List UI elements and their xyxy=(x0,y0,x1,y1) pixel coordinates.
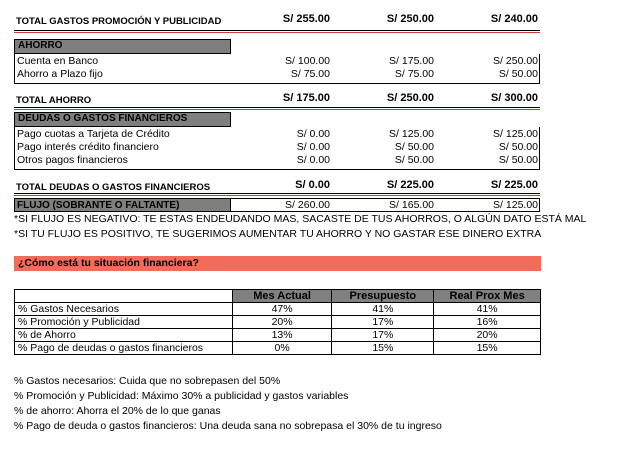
table-row xyxy=(15,342,541,355)
deudas-right-border xyxy=(539,127,540,169)
cell-presupuesto: 17% xyxy=(332,316,434,329)
ahorro-row-value-3: S/ 250.00 xyxy=(493,55,538,67)
row-label: % Gastos Necesarios xyxy=(15,303,233,316)
ahorro-header xyxy=(14,39,231,54)
ahorro-row-value-1: S/ 75.00 xyxy=(290,68,330,80)
flujo-value-1: S/ 260.00 xyxy=(285,199,330,211)
divider xyxy=(14,107,540,108)
table-row xyxy=(15,329,541,342)
deudas-row-value-3: S/ 50.00 xyxy=(498,141,538,153)
total-gastos-promo-value-2: S/ 250.00 xyxy=(386,13,434,25)
situacion-banner xyxy=(14,256,541,271)
total-deudas-label: TOTAL DEUDAS O GASTOS FINANCIEROS xyxy=(16,182,211,193)
total-deudas-value-2: S/ 225.00 xyxy=(386,179,434,191)
total-gastos-promo-value-1: S/ 255.00 xyxy=(282,13,330,25)
cell-real-prox-mes: 15% xyxy=(434,342,541,355)
red-divider xyxy=(14,109,540,110)
total-gastos-promo-value-3: S/ 240.00 xyxy=(490,13,538,25)
cell-presupuesto: 17% xyxy=(332,329,434,342)
cell-mes-actual: 13% xyxy=(232,329,332,342)
deudas-row-value-3: S/ 50.00 xyxy=(498,154,538,166)
column-header: Presupuesto xyxy=(332,290,434,303)
total-ahorro-value-2: S/ 250.00 xyxy=(386,92,434,104)
guide-line: % Gastos necesarios: Cuida que no sobrepasen del 50% xyxy=(14,375,281,387)
total-ahorro-value-3: S/ 300.00 xyxy=(490,92,538,104)
row-label: % Pago de deudas o gastos financieros xyxy=(15,342,233,355)
deudas-row-value-3: S/ 125.00 xyxy=(493,128,538,140)
situacion-title: ¿Cómo está tu situación financiera? xyxy=(18,257,199,269)
table-row xyxy=(15,316,541,329)
deudas-row-label: Pago cuotas a Tarjeta de Crédito xyxy=(17,128,170,140)
red-divider xyxy=(14,195,540,196)
red-divider xyxy=(14,32,540,33)
flujo-value-3: S/ 125.00 xyxy=(493,199,538,211)
guide-line: % Pago de deuda o gastos financieros: Una deuda sana no sobrepasa el 30% de tu ingreso xyxy=(14,420,442,432)
ahorro-left-border xyxy=(14,54,15,83)
ahorro-right-border xyxy=(539,54,540,83)
cell-real-prox-mes: 20% xyxy=(434,329,541,342)
deudas-row-label: Pago interés crédito financiero xyxy=(17,141,159,153)
cell-presupuesto: 41% xyxy=(332,303,434,316)
note-negative-flow: *SI FLUJO ES NEGATIVO: TE ESTAS ENDEUDANDO MAS, SACASTE DE TUS AHORROS, O ALGÚN DATO ESTÁ MAL xyxy=(14,213,587,225)
deudas-row-label: Otros pagos financieros xyxy=(17,154,128,166)
divider xyxy=(14,193,540,194)
deudas-row-value-1: S/ 0.00 xyxy=(296,141,330,153)
column-header: Real Prox Mes xyxy=(434,290,541,303)
deudas-header-label: DEUDAS O GASTOS FINANCIEROS xyxy=(18,113,188,124)
situacion-table xyxy=(14,289,541,355)
total-deudas-value-3: S/ 225.00 xyxy=(490,179,538,191)
row-label: % de Ahorro xyxy=(15,329,233,342)
table-header-row xyxy=(15,290,541,303)
ahorro-row-value-2: S/ 75.00 xyxy=(394,68,434,80)
ahorro-header-label: AHORRO xyxy=(18,40,63,51)
ahorro-row-value-1: S/ 100.00 xyxy=(285,55,330,67)
row-label: % Promoción y Publicidad xyxy=(15,316,233,329)
deudas-row-value-2: S/ 125.00 xyxy=(389,128,434,140)
deudas-row-value-1: S/ 0.00 xyxy=(296,154,330,166)
ahorro-bottom-border xyxy=(14,83,540,84)
total-ahorro-value-1: S/ 175.00 xyxy=(282,92,330,104)
cell-mes-actual: 20% xyxy=(232,316,332,329)
note-positive-flow: *SI TU FLUJO ES POSITIVO, TE SUGERIMOS AUMENTAR TU AHORRO Y NO GASTAR ESE DINERO EXTRA xyxy=(14,228,542,240)
flujo-label: FLUJO (SOBRANTE O FALTANTE) xyxy=(17,200,180,211)
cell-presupuesto: 15% xyxy=(332,342,434,355)
cell-mes-actual: 47% xyxy=(232,303,332,316)
deudas-row-value-1: S/ 0.00 xyxy=(296,128,330,140)
ahorro-row-value-3: S/ 50.00 xyxy=(498,68,538,80)
guide-line: % Promoción y Publicidad: Máximo 30% a publicidad y gastos variables xyxy=(14,390,349,402)
ahorro-row-value-2: S/ 175.00 xyxy=(389,55,434,67)
table-header-empty xyxy=(15,290,233,303)
table-row xyxy=(15,303,541,316)
deudas-bottom-border xyxy=(14,169,540,170)
total-ahorro-label: TOTAL AHORRO xyxy=(16,95,92,106)
deudas-row-value-2: S/ 50.00 xyxy=(394,154,434,166)
total-gastos-promo-label: TOTAL GASTOS PROMOCIÓN Y PUBLICIDAD xyxy=(16,16,222,27)
guide-line: % de ahorro: Ahorra el 20% de lo que ganas xyxy=(14,405,221,417)
deudas-row-value-2: S/ 50.00 xyxy=(394,141,434,153)
divider xyxy=(14,30,540,31)
cell-mes-actual: 0% xyxy=(232,342,332,355)
total-deudas-value-1: S/ 0.00 xyxy=(295,179,330,191)
cell-real-prox-mes: 16% xyxy=(434,316,541,329)
column-header: Mes Actual xyxy=(232,290,332,303)
flujo-value-2: S/ 165.00 xyxy=(389,199,434,211)
deudas-left-border xyxy=(14,127,15,169)
ahorro-row-label: Ahorro a Plazo fijo xyxy=(17,68,103,80)
cell-real-prox-mes: 41% xyxy=(434,303,541,316)
ahorro-row-label: Cuenta en Banco xyxy=(17,55,99,67)
deudas-header xyxy=(14,112,231,127)
